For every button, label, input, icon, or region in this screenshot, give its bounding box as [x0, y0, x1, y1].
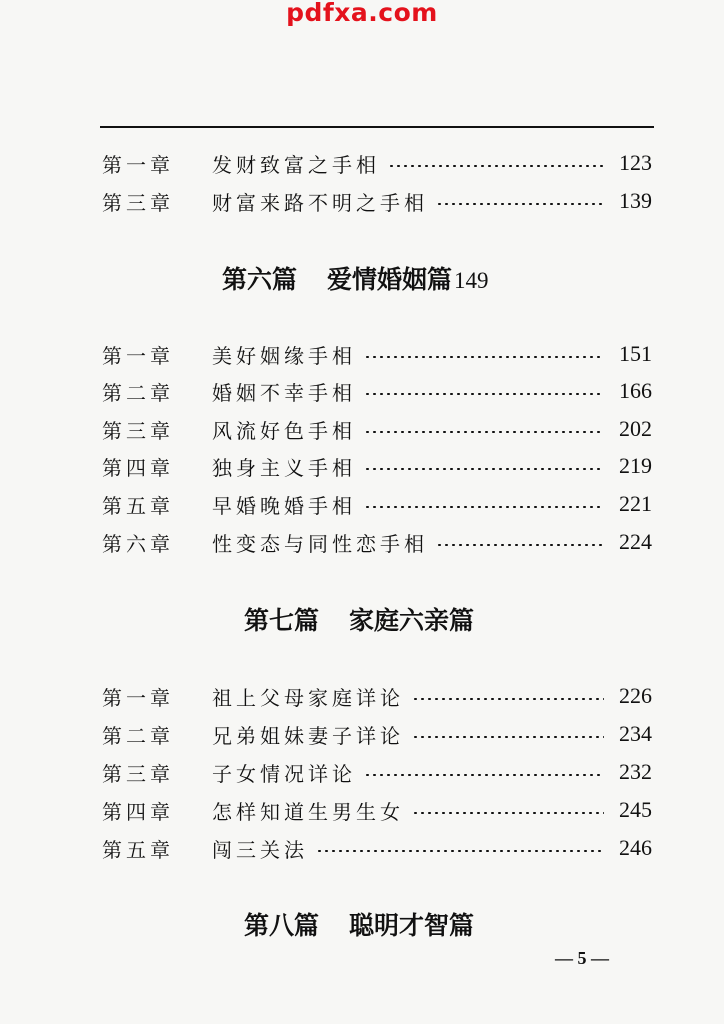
- chapter-title: 怎样知道生男生女: [212, 799, 404, 824]
- chapter-label: 第一章: [102, 343, 174, 368]
- chapter-title: 祖上父母家庭详论: [212, 685, 404, 710]
- page-number: 221: [619, 491, 652, 516]
- toc-entry: [102, 374, 652, 408]
- chapter-label: 第三章: [102, 761, 174, 786]
- dot-leader: [436, 544, 604, 546]
- part-label: 第七篇: [244, 606, 320, 635]
- page-number: 151: [619, 341, 652, 366]
- chapter-label: 第二章: [102, 380, 174, 405]
- dot-leader: [364, 468, 604, 470]
- page-number: 245: [619, 797, 652, 822]
- chapter-title: 财富来路不明之手相: [212, 190, 428, 215]
- dot-leader: [364, 393, 604, 395]
- chapter-title: 独身主义手相: [212, 455, 356, 480]
- dot-leader: [364, 431, 604, 433]
- dot-leader: [412, 698, 604, 700]
- chapter-label: 第五章: [102, 837, 174, 862]
- page-number: 224: [619, 529, 652, 554]
- toc-entry: [102, 449, 652, 483]
- chapter-title: 兄弟姐妹妻子详论: [212, 723, 404, 748]
- watermark: pdfxa.com: [286, 0, 438, 27]
- chapter-title: 早婚晚婚手相: [212, 493, 356, 518]
- page-folio: — 5 —: [555, 948, 609, 968]
- chapter-label: 第一章: [102, 685, 174, 710]
- chapter-label: 第五章: [102, 493, 174, 518]
- top-rule: [100, 126, 654, 128]
- dot-leader: [364, 774, 604, 776]
- part-title: 家庭六亲篇: [349, 606, 475, 635]
- part-title: 聪明才智篇: [349, 911, 475, 940]
- chapter-title: 性变态与同性恋手相: [212, 531, 428, 556]
- chapter-title: 发财致富之手相: [212, 152, 380, 177]
- toc-entry: [102, 831, 652, 865]
- chapter-label: 第三章: [102, 418, 174, 443]
- page-number: 234: [619, 721, 652, 746]
- chapter-label: 第三章: [102, 190, 174, 215]
- chapter-title: 闯三关法: [212, 837, 308, 862]
- dot-leader: [436, 203, 604, 205]
- dot-leader: [316, 850, 604, 852]
- page-number: 123: [619, 150, 652, 175]
- page-number: 246: [619, 835, 652, 860]
- dot-leader: [364, 356, 604, 358]
- dot-leader: [388, 165, 604, 167]
- chapter-label: 第一章: [102, 152, 174, 177]
- toc-entry: [102, 525, 652, 559]
- toc-entry: [102, 755, 652, 789]
- page-number: 219: [619, 453, 652, 478]
- dot-leader: [412, 812, 604, 814]
- toc-entry: [102, 793, 652, 827]
- chapter-label: 第四章: [102, 799, 174, 824]
- toc-entry: [102, 717, 652, 751]
- page-number: 202: [619, 416, 652, 441]
- toc-entry: [102, 487, 652, 521]
- chapter-label: 第二章: [102, 723, 174, 748]
- part-label: 第八篇: [244, 911, 320, 940]
- chapter-title: 风流好色手相: [212, 418, 356, 443]
- toc-entry: [102, 184, 652, 218]
- toc-entry: [102, 679, 652, 713]
- toc-entry: [102, 412, 652, 446]
- chapter-title: 婚姻不幸手相: [212, 380, 356, 405]
- page-number: 226: [619, 683, 652, 708]
- page-number: 166: [619, 378, 652, 403]
- part-heading: [222, 260, 489, 296]
- chapter-label: 第四章: [102, 455, 174, 480]
- part-title: 爱情婚姻篇: [327, 265, 453, 294]
- dot-leader: [364, 506, 604, 508]
- part-label: 第六篇: [222, 265, 298, 294]
- part-heading: [244, 601, 474, 637]
- dot-leader: [412, 736, 604, 738]
- page-number: 139: [619, 188, 652, 213]
- chapter-title: 美好姻缘手相: [212, 343, 356, 368]
- toc-entry: [102, 146, 652, 180]
- part-page-number: 149: [454, 268, 489, 293]
- chapter-title: 子女情况详论: [212, 761, 356, 786]
- chapter-label: 第六章: [102, 531, 174, 556]
- toc-entry: [102, 337, 652, 371]
- part-heading: [244, 906, 474, 942]
- page-number: 232: [619, 759, 652, 784]
